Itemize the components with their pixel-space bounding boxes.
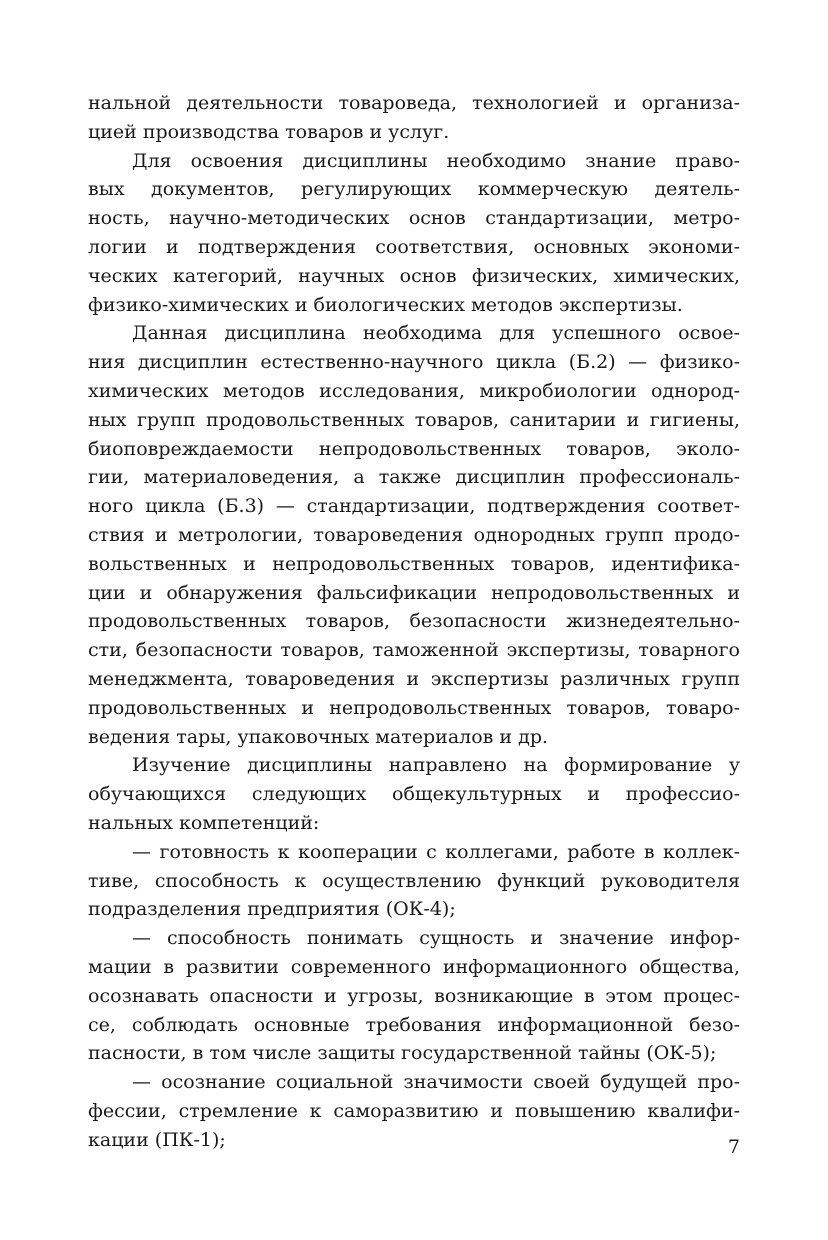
text-line: ческих категорий, научных основ физических, химических,: [88, 264, 740, 287]
text-line: ния дисциплин естественно-научного цикла (Б.2) — физико-: [88, 351, 740, 374]
text-line: цией производства товаров и услуг.: [88, 120, 450, 143]
text-line: ных групп продовольственных товаров, санитарии и гигиены,: [88, 408, 740, 431]
text-line: тиве, способность к осуществлению функций руководителя: [88, 869, 740, 892]
text-line: пасности, в том числе защиты государственной тайны (ОК-5);: [88, 1042, 717, 1065]
text-line: ствия и метрологии, товароведения однородных групп продо-: [88, 523, 740, 546]
text-line: нальной деятельности товароведа, технологией и организа-: [88, 92, 740, 114]
text-line: мации в развитии современного информационного общества,: [88, 955, 740, 978]
text-line: се, соблюдать основные требования информационной безо-: [88, 1013, 740, 1036]
text-line: Изучение дисциплины направлено на формирование у: [132, 754, 740, 777]
text-line: продовольственных товаров, безопасности жизнедеятельно-: [88, 610, 740, 633]
text-line: — осознание социальной значимости своей будущей про-: [132, 1071, 740, 1094]
text-line: физико-химических и биологических методов экспертизы.: [88, 293, 683, 316]
text-line: кации (ПК-1);: [88, 1128, 226, 1151]
text-line: менеджмента, товароведения и экспертизы различных групп: [88, 667, 740, 690]
text-line: нальных компетенций:: [88, 811, 320, 834]
text-line: сти, безопасности товаров, таможенной экспертизы, товарного: [88, 639, 740, 662]
body-text: [88, 89, 740, 1154]
text-line: химических методов исследования, микробиологии однород-: [88, 379, 740, 402]
list-item-ok-4: [88, 838, 740, 924]
paragraph-competencies-intro: [88, 751, 740, 837]
list-item-pk-1: [88, 1068, 740, 1154]
text-line: фессии, стремление к саморазвитию и повышению квалифи-: [88, 1099, 740, 1122]
text-line: — готовность к кооперации с коллегами, работе в коллек-: [132, 840, 740, 863]
text-line: Данная дисциплина необходима для успешного освое-: [132, 322, 740, 345]
text-line: ции и обнаружения фальсификации непродовольственных и: [88, 581, 740, 604]
list-item-ok-5: [88, 924, 740, 1068]
paragraph-prerequisites: [88, 147, 740, 320]
text-line: — способность понимать сущность и значение инфор-: [132, 927, 740, 950]
text-line: биоповреждаемости непродовольственных товаров, эколо-: [88, 437, 740, 460]
paragraph-continuation: [88, 89, 740, 147]
text-line: осознавать опасности и угрозы, возникающие в этом процес-: [88, 984, 740, 1007]
text-line: вых документов, регулирующих коммерческую деятель-: [88, 178, 740, 201]
page-number: 7: [727, 1136, 740, 1158]
text-line: гии, материаловедения, а также дисциплин профессиональ-: [88, 466, 740, 489]
text-line: ность, научно-методических основ стандартизации, метро-: [88, 207, 740, 230]
text-line: ведения тары, упаковочных материалов и др.: [88, 725, 549, 748]
text-line: Для освоения дисциплины необходимо знание право-: [132, 149, 740, 172]
text-line: логии и подтверждения соответствия, основных экономи-: [88, 235, 740, 258]
text-line: вольственных и непродовольственных товаров, идентифика-: [88, 552, 740, 575]
text-line: продовольственных и непродовольственных товаров, товаро-: [88, 696, 740, 719]
text-line: ного цикла (Б.3) — стандартизации, подтверждения соответ-: [88, 495, 740, 518]
paragraph-related-disciplines: [88, 319, 740, 751]
text-line: подразделения предприятия (ОК-4);: [88, 898, 456, 921]
text-line: обучающихся следующих общекультурных и профессио-: [88, 783, 740, 806]
